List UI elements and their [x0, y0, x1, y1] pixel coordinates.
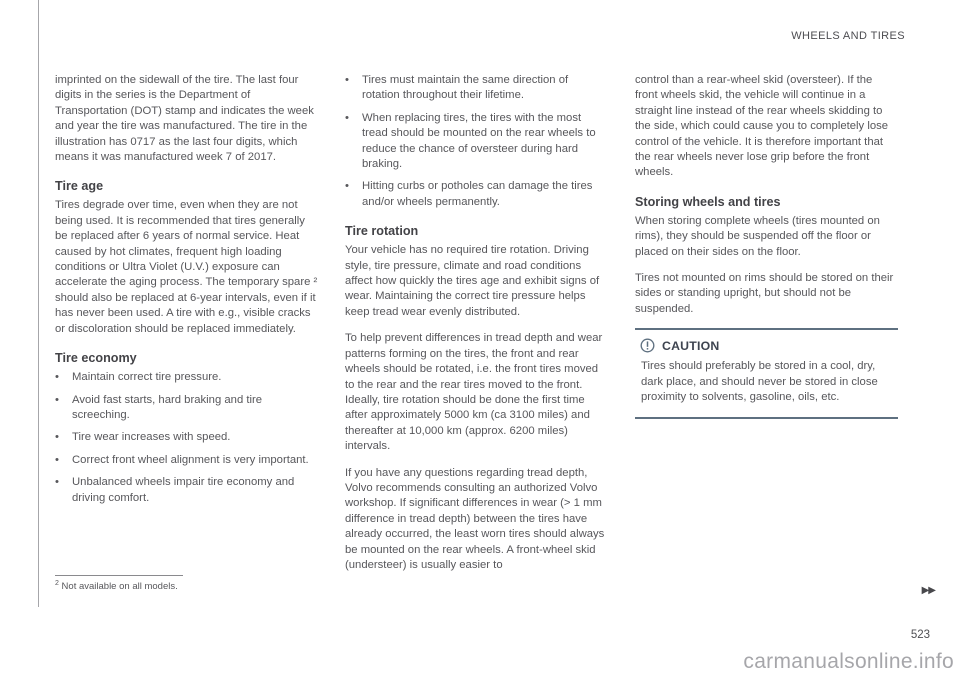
bullet-icon: • — [55, 431, 59, 444]
list-item — [55, 453, 318, 468]
caution-text: Tires should preferably be stored in a cool, dry, dark place, and should never be stored in close proximity to solvents, gasoline, oils, etc. — [641, 360, 878, 404]
exclamation-circle-icon — [640, 338, 655, 353]
bullet-icon: • — [345, 111, 349, 124]
caution-title: CAUTION — [662, 338, 720, 353]
storing-paragraph-2: Tires not mounted on rims should be stored on their sides or standing upright, but should not be suspended. — [635, 272, 894, 315]
footnote-divider — [55, 575, 183, 576]
list-item — [55, 370, 318, 385]
page-number: 523 — [910, 629, 930, 641]
bullet-icon: • — [55, 393, 59, 406]
tire-rotation-paragraph-1: Your vehicle has no required tire rotation. Driving style, tire pressure, climate and road conditions affect how quickly the tires age and exhibit signs of wear. Maintaining the correct tire pressure helps keep tread wear evenly distributed. — [345, 244, 600, 318]
bullet-icon: • — [55, 476, 59, 489]
caution-header — [635, 330, 898, 358]
caution-bottom-rule — [635, 417, 898, 419]
footnote-text-line — [55, 580, 183, 592]
list-item-text: Tire wear increases with speed. — [72, 431, 231, 444]
column-left — [55, 73, 318, 584]
list-item — [345, 73, 608, 104]
tire-rotation-paragraph-2: To help prevent differences in tread depth and wear patterns forming on the tires, the front and rear wheels should be rotated, i.e. the front tires moved to the rear and the rear tires moved to the front. Ideally, tire rotation should be done the first time after approximately 5000 km (ca 3100 miles) and thereafter at 10,000 km (approx. 6200 miles) intervals. — [345, 332, 603, 453]
intro-paragraph: imprinted on the sidewall of the tire. The last four digits in the series is the Department of Transportation (DOT) stamp and indicates the week and year the tire was manufactured. The tire in the illustration has 0717 as the last four digits, which means it was manufactured week 7 of 2017. — [55, 74, 314, 164]
list-item-text: Tires must maintain the same direction of rotation throughout their lifetime. — [362, 74, 569, 102]
content-columns — [55, 73, 898, 584]
watermark: carmanualsonline.info — [743, 650, 954, 673]
bullet-icon: • — [345, 180, 349, 193]
left-margin-rule — [38, 0, 39, 607]
heading-storing-wheels: Storing wheels and tires — [635, 194, 781, 209]
bullet-icon: • — [345, 74, 349, 86]
bullet-icon: • — [55, 453, 59, 466]
tire-rotation-paragraph-3: If you have any questions regarding tread depth, Volvo recommends consulting an authorized Volvo workshop. If significant differences in wear (> 1 mm difference in tread depth) between the tires have already occurred, the least worn tires should always be mounted on the rear wheels. A front-wheel skid (understeer) is usually easier to — [345, 466, 605, 571]
list-item — [345, 179, 608, 210]
list-item-text: When replacing tires, the tires with the most tread should be mounted on the rear wheels to reduce the chance of oversteer during hard braking. — [362, 111, 596, 171]
list-item — [55, 475, 318, 506]
footnote — [55, 575, 183, 592]
section-title: WHEELS AND TIRES — [791, 30, 905, 42]
page-continues-icon: ▶▶ — [921, 585, 935, 596]
heading-tire-age: Tire age — [55, 179, 104, 194]
column-middle — [345, 73, 608, 584]
list-item-text: Hitting curbs or potholes can damage the tires and/or wheels permanently. — [362, 180, 593, 208]
bullet-icon: • — [55, 371, 59, 384]
heading-tire-economy: Tire economy — [55, 351, 137, 366]
list-item — [55, 393, 318, 424]
list-item-text: Unbalanced wheels impair tire economy and driving comfort. — [72, 476, 295, 504]
tire-age-paragraph: Tires degrade over time, even when they are not being used. It is recommended that tires generally be replaced after 6 years of normal service. Heat caused by hot climates, frequent high loading conditions or Ultra Violet (U.V.) exposure can accelerate the aging process. The temporary spare ² should also be replaced at 6-year intervals, even if it has never been used. A tire with e.g., visible cracks or discoloration should be replaced immediately. — [55, 199, 318, 335]
list-item-text: Correct front wheel alignment is very important. — [72, 453, 309, 466]
heading-tire-rotation: Tire rotation — [345, 224, 419, 239]
column-right — [635, 73, 898, 584]
footnote-text: Not available on all models. — [61, 581, 178, 593]
skid-paragraph: control than a rear-wheel skid (oversteer). If the front wheels skid, the vehicle will continue in a straight line instead of the rear wheels skidding to the side, which could cause you to completely lose control of the vehicle. It is therefore important that the rear wheels never lose grip before the front wheels. — [635, 74, 889, 179]
list-item — [345, 111, 608, 173]
footnote-marker: 2 — [55, 580, 59, 587]
list-item — [55, 430, 318, 445]
page-header — [791, 30, 905, 42]
storing-paragraph-1: When storing complete wheels (tires mounted on rims), they should be suspended off the floor or placed on their sides on the floor. — [635, 214, 880, 258]
list-item-text: Avoid fast starts, hard braking and tire screeching. — [72, 393, 263, 421]
list-item-text: Maintain correct tire pressure. — [72, 371, 222, 384]
caution-box — [635, 328, 898, 418]
